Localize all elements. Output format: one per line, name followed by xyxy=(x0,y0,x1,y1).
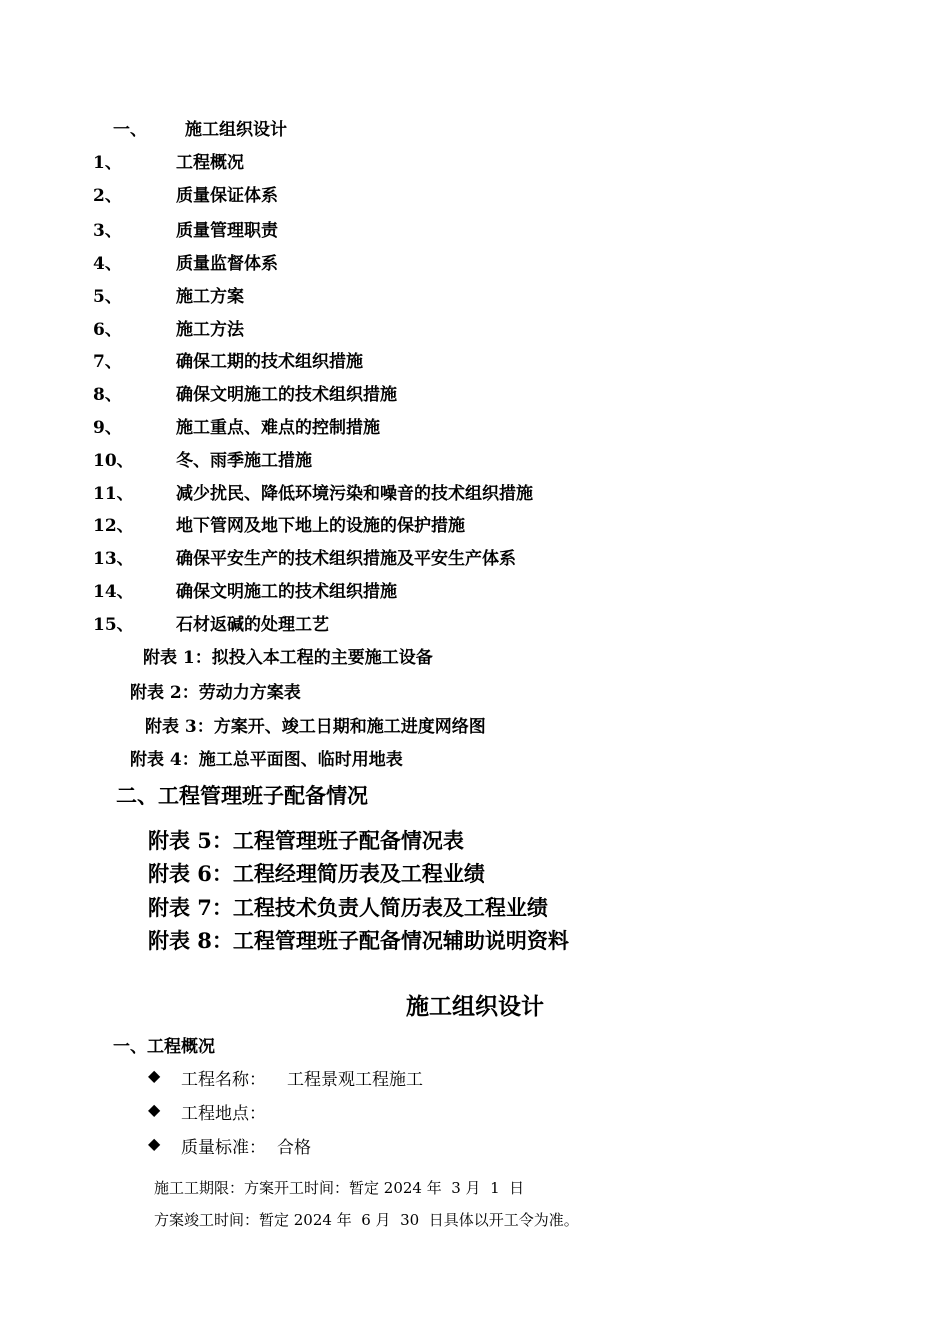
bullet-label: 工程地点： xyxy=(181,1104,266,1124)
toc-item-number: 3、 xyxy=(93,221,122,241)
toc-item-text: 确保工期的技术组织措施 xyxy=(176,352,363,372)
toc-part1-title: 施工组织设计 xyxy=(185,120,287,140)
bullet-diamond-icon: ◆ xyxy=(148,1100,161,1119)
toc-item-number: 8、 xyxy=(93,385,122,405)
toc-item-number: 13、 xyxy=(93,549,134,569)
toc-appendix2-item: 附表 8：工程管理班子配备情况辅助说明资料 xyxy=(148,928,569,953)
toc-item-number: 2、 xyxy=(93,186,122,206)
toc-item-number: 12、 xyxy=(93,516,134,536)
bullet-value: 工程景观工程施工 xyxy=(287,1070,423,1090)
toc-item-number: 7、 xyxy=(93,352,122,372)
toc-item-text: 施工重点、难点的控制措施 xyxy=(176,418,380,438)
bullet-label: 质量标准： xyxy=(181,1138,266,1158)
toc-item-number: 5、 xyxy=(93,287,122,307)
bullet-label: 工程名称： xyxy=(181,1070,266,1090)
toc-appendix-item: 附表 4：施工总平面图、临时用地表 xyxy=(130,750,403,770)
toc-item-number: 1、 xyxy=(93,153,122,173)
toc-item-number: 14、 xyxy=(93,582,134,602)
construction-period-start: 施工工期限：方案开工时间：暂定 2024 年 3 月 1 日 xyxy=(154,1179,525,1197)
toc-appendix-item: 附表 1：拟投入本工程的主要施工设备 xyxy=(143,648,433,668)
toc-item-text: 质量保证体系 xyxy=(176,186,278,206)
toc-item-text: 减少扰民、降低环境污染和噪音的技术组织措施 xyxy=(176,484,533,504)
toc-item-text: 质量监督体系 xyxy=(176,254,278,274)
toc-item-number: 10、 xyxy=(93,451,134,471)
toc-appendix-item: 附表 3：方案开、竣工日期和施工进度网络图 xyxy=(145,717,486,737)
bullet-value: 合格 xyxy=(277,1138,311,1158)
toc-appendix2-item: 附表 6：工程经理简历表及工程业绩 xyxy=(148,861,485,886)
toc-item-number: 4、 xyxy=(93,254,122,274)
toc-item-text: 确保文明施工的技术组织措施 xyxy=(176,582,397,602)
toc-appendix-item: 附表 2：劳动力方案表 xyxy=(130,683,301,703)
toc-item-text: 工程概况 xyxy=(176,153,244,173)
toc-item-number: 6、 xyxy=(93,320,122,340)
toc-item-number: 9、 xyxy=(93,418,122,438)
toc-item-text: 地下管网及地下地上的设施的保护措施 xyxy=(176,516,465,536)
toc-part2-heading: 二、工程管理班子配备情况 xyxy=(116,783,368,808)
toc-item-text: 施工方案 xyxy=(176,287,244,307)
toc-appendix2-item: 附表 5：工程管理班子配备情况表 xyxy=(148,828,464,853)
toc-item-text: 确保文明施工的技术组织措施 xyxy=(176,385,397,405)
toc-item-text: 确保平安生产的技术组织措施及平安生产体系 xyxy=(176,549,516,569)
construction-period-end: 方案竣工时间：暂定 2024 年 6 月 30 日具体以开工令为准。 xyxy=(154,1211,579,1229)
toc-item-number: 15、 xyxy=(93,615,134,635)
section-heading: 一、工程概况 xyxy=(113,1037,215,1057)
toc-item-text: 石材返碱的处理工艺 xyxy=(176,615,329,635)
toc-appendix2-item: 附表 7：工程技术负责人简历表及工程业绩 xyxy=(148,895,548,920)
toc-item-text: 施工方法 xyxy=(176,320,244,340)
toc-item-text: 冬、雨季施工措施 xyxy=(176,451,312,471)
document-title: 施工组织设计 xyxy=(406,993,544,1020)
bullet-diamond-icon: ◆ xyxy=(148,1066,161,1085)
toc-part1-number: 一、 xyxy=(113,120,147,140)
bullet-diamond-icon: ◆ xyxy=(148,1134,161,1153)
toc-item-text: 质量管理职责 xyxy=(176,221,278,241)
toc-item-number: 11、 xyxy=(93,484,134,504)
